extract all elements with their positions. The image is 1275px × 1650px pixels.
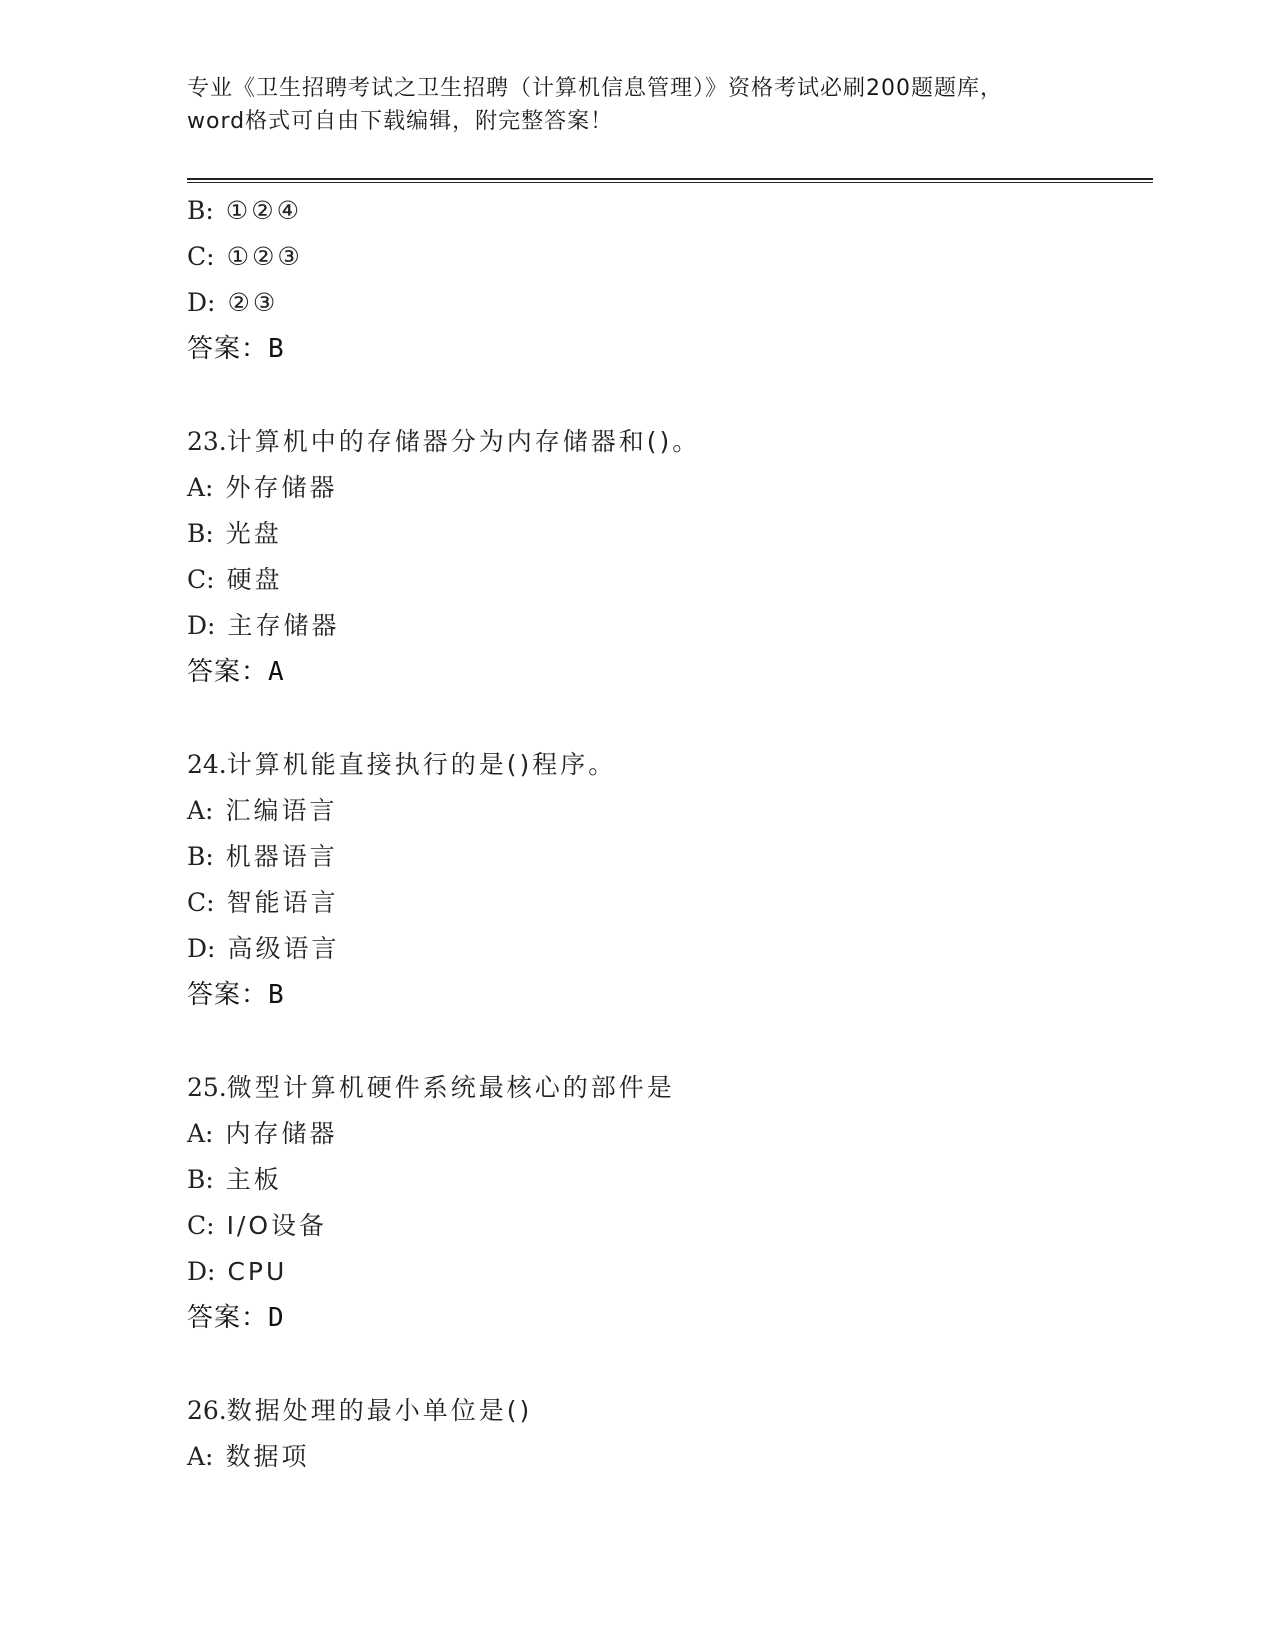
option-letter: D: xyxy=(187,288,216,317)
option-letter: C: xyxy=(187,888,215,917)
question-26 xyxy=(187,1388,1147,1480)
option-c xyxy=(187,880,1147,926)
question-stem xyxy=(187,1388,1147,1434)
option-letter: C: xyxy=(187,565,215,594)
answer-value: A xyxy=(268,657,285,687)
option-a xyxy=(187,465,1147,511)
option-b xyxy=(187,834,1147,880)
question-number: 25. xyxy=(187,1073,227,1102)
question-stem xyxy=(187,742,1147,788)
answer-line xyxy=(187,972,1147,1018)
option-letter: A: xyxy=(187,796,214,825)
option-d xyxy=(187,926,1147,972)
answer-line xyxy=(187,649,1147,695)
option-text: 内存储器 xyxy=(225,1119,338,1148)
option-text: CPU xyxy=(227,1257,288,1286)
answer-label: 答案： xyxy=(187,980,269,1010)
question-number: 26. xyxy=(187,1396,227,1425)
spacer xyxy=(187,1341,1147,1388)
option-a xyxy=(187,1111,1147,1157)
header-divider xyxy=(187,178,1153,183)
option-text: 数据项 xyxy=(225,1442,310,1471)
option-text: 硬盘 xyxy=(226,565,283,594)
option-d xyxy=(187,1249,1147,1295)
header-title-line-1: 专业《卫生招聘考试之卫生招聘（计算机信息管理）》资格考试必刷200题题库， xyxy=(187,76,1003,101)
option-letter: A: xyxy=(187,473,214,502)
option-letter: A: xyxy=(187,1442,214,1471)
option-a xyxy=(187,788,1147,834)
option-a xyxy=(187,1434,1147,1480)
option-letter: B: xyxy=(187,1165,214,1194)
option-letter: B: xyxy=(187,519,214,548)
answer-value: B xyxy=(268,980,285,1010)
answer-value: B xyxy=(268,334,285,364)
option-text: 外存储器 xyxy=(225,473,338,502)
document-header xyxy=(187,72,1087,138)
option-text: 智能语言 xyxy=(226,888,339,917)
question-24 xyxy=(187,742,1147,1018)
option-letter: B: xyxy=(187,196,214,225)
option-d xyxy=(187,603,1147,649)
option-c xyxy=(187,557,1147,603)
question-text: 计算机能直接执行的是()程序。 xyxy=(226,750,617,779)
spacer xyxy=(187,372,1147,419)
answer-label: 答案： xyxy=(187,657,269,687)
option-letter: C: xyxy=(187,242,215,271)
option-text: 主板 xyxy=(225,1165,282,1194)
option-text: 光盘 xyxy=(225,519,282,548)
option-letter: B: xyxy=(187,842,214,871)
option-d xyxy=(187,280,1147,326)
option-text: I/O设备 xyxy=(226,1211,328,1240)
question-25 xyxy=(187,1065,1147,1341)
answer-value: D xyxy=(268,1303,285,1333)
question-stem xyxy=(187,419,1147,465)
question-list xyxy=(187,188,1147,1480)
option-text: ①②④ xyxy=(225,196,303,225)
option-b xyxy=(187,511,1147,557)
answer-line xyxy=(187,1295,1147,1341)
spacer xyxy=(187,695,1147,742)
answer-label: 答案： xyxy=(187,1303,269,1333)
option-text: 高级语言 xyxy=(227,934,340,963)
question-22-continued xyxy=(187,188,1147,372)
option-letter: D: xyxy=(187,611,216,640)
option-b xyxy=(187,1157,1147,1203)
option-letter: D: xyxy=(187,1257,216,1286)
question-text: 微型计算机硬件系统最核心的部件是 xyxy=(226,1073,675,1102)
option-b xyxy=(187,188,1147,234)
header-title-line-2: word格式可自由下载编辑，附完整答案！ xyxy=(187,109,614,134)
spacer xyxy=(187,1018,1147,1065)
option-text: ②③ xyxy=(227,288,279,317)
question-number: 23. xyxy=(187,427,227,456)
option-text: 机器语言 xyxy=(225,842,338,871)
option-text: 汇编语言 xyxy=(225,796,338,825)
question-text: 数据处理的最小单位是() xyxy=(226,1396,533,1425)
question-text: 计算机中的存储器分为内存储器和()。 xyxy=(226,427,701,456)
option-letter: A: xyxy=(187,1119,214,1148)
question-23 xyxy=(187,419,1147,695)
option-c xyxy=(187,234,1147,280)
answer-line xyxy=(187,326,1147,372)
option-text: 主存储器 xyxy=(227,611,340,640)
option-text: ①②③ xyxy=(226,242,303,271)
option-letter: D: xyxy=(187,934,216,963)
answer-label: 答案： xyxy=(187,334,269,364)
option-letter: C: xyxy=(187,1211,215,1240)
question-stem xyxy=(187,1065,1147,1111)
question-number: 24. xyxy=(187,750,227,779)
option-c xyxy=(187,1203,1147,1249)
